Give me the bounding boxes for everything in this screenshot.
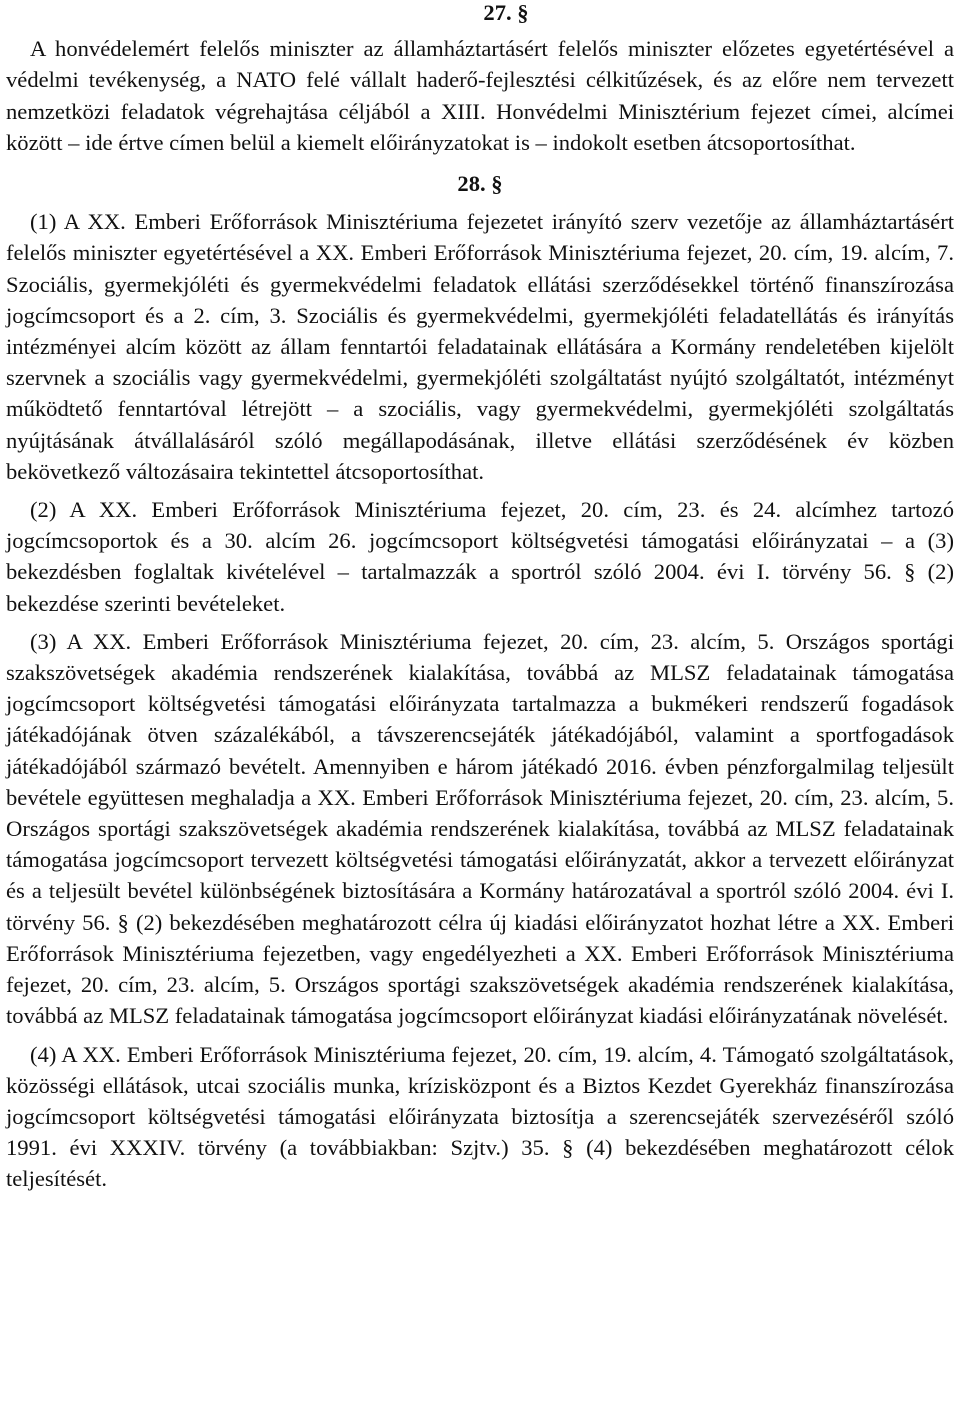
section-28-paragraph-2: (2) A XX. Emberi Erőforrások Minisztériuma fejezet, 20. cím, 23. és 24. alcímhez tartozó jogcímcsoportok és a 30. alcím 26. jogcímcsoport költségvetési támogatási előirányzatai – a (3) bekezdésben foglaltak kivételével – tartalmazzák a sportról szóló 2004. évi I. törvény 56. § (2) bekezdése szerinti bevételeket. <box>6 497 954 616</box>
section-27-paragraph: A honvédelemért felelős miniszter az államháztartásért felelős miniszter előzetes egyetértésével a védelmi tevékenység, a NATO felé vállalt haderő-fejlesztési célkitűzések, és az előre nem tervezett nemzetközi feladatok végrehajtása céljából a XIII. Honvédelmi Minisztérium fejezet címei, alcímei között – ide értve címen belül a kiemelt előirányzatokat is – indokolt esetben átcsoportosíthat. <box>6 36 954 155</box>
section-28-paragraph-4: (4) A XX. Emberi Erőforrások Minisztériuma fejezet, 20. cím, 19. alcím, 4. Támogató szolgáltatások, közösségi ellátások, utcai szociális munka, krízisközpont és a Biztos Kezdet Gyerekház finanszírozása jogcímcsoport költségvetési támogatási előirányzata biztosítja a szerencsejáték szervezéséről szóló 1991. évi XXXIV. törvény (a továbbiakban: Szjtv.) 35. § (4) bekezdésében meghatározott célok teljesítését. <box>6 1041 954 1192</box>
section-28-paragraph-3: (3) A XX. Emberi Erőforrások Minisztériuma fejezet, 20. cím, 23. alcím, 5. Országos sportági szakszövetségek akadémia rendszerének kialakítása, továbbá az MLSZ feladatainak támogatása jogcímcsoport költségvetési támogatási előirányzata tartalmazza a bukmékeri rendszerű fogadások játékadójának ötven százalékából, a távszerencsejáték játékadójából, valamint a sportfogadások játékadójából származó bevételt. Amennyiben e három játékadó 2016. évben pénzforgalmilag teljesült bevétele együttesen meghaladja a XX. Emberi Erőforrások Minisztériuma fejezet, 20. cím, 23. alcím, 5. Országos sportági szakszövetségek akadémia rendszerének kialakítása, továbbá az MLSZ feladatainak támogatása jogcímcsoport tervezett költségvetési támogatási előirányzatát, akkor a tervezett előirányzat és a teljesült bevétel különbségének biztosítására a Kormány határozatával a sportról szóló 2004. évi I. törvény 56. § (2) bekezdésében meghatározott célra új kiadási előirányzatot hozhat létre a XX. Emberi Erőforrások Minisztériuma fejezetben, vagy engedélyezheti a XX. Emberi Erőforrások Minisztériuma fejezet, 20. cím, 23. alcím, 5. Országos sportági szakszövetségek akadémia rendszerének kialakítása, továbbá az MLSZ feladatainak támogatása jogcímcsoport előirányzat kiadási előirányzatának növelését. <box>6 628 954 1029</box>
section-28-paragraph-1: (1) A XX. Emberi Erőforrások Minisztériuma fejezetet irányító szerv vezetője az államháztartásért felelős miniszter egyetértésével a XX. Emberi Erőforrások Minisztériuma fejezet, 20. cím, 19. alcím, 7. Szociális, gyermekjóléti és gyermekvédelmi feladatok ellátási szerződésekkel történő finanszírozása jogcímcsoport és a 2. cím, 3. Szociális és gyermekvédelmi, gyermekjóléti feladatellátás és irányítás intézményei alcím között az állam fenntartói feladatainak ellátására a Kormány rendeletében kijelölt szervnek a szociális vagy gyermekvédelmi, gyermekjóléti szolgáltatást nyújtó szolgáltatót, intézményt működtető fenntartóval létrejött – a szociális, vagy gyermekvédelmi, gyermekjóléti szolgáltatás nyújtásának átvállalásáról szóló megállapodásának, illetve ellátási szerződésének év közben bekövetkező változásaira tekintettel átcsoportosíthat. <box>6 209 954 484</box>
document-page <box>6 0 954 1195</box>
section-heading-27: 27. § <box>483 0 529 25</box>
section-heading-28: 28. § <box>457 171 503 197</box>
